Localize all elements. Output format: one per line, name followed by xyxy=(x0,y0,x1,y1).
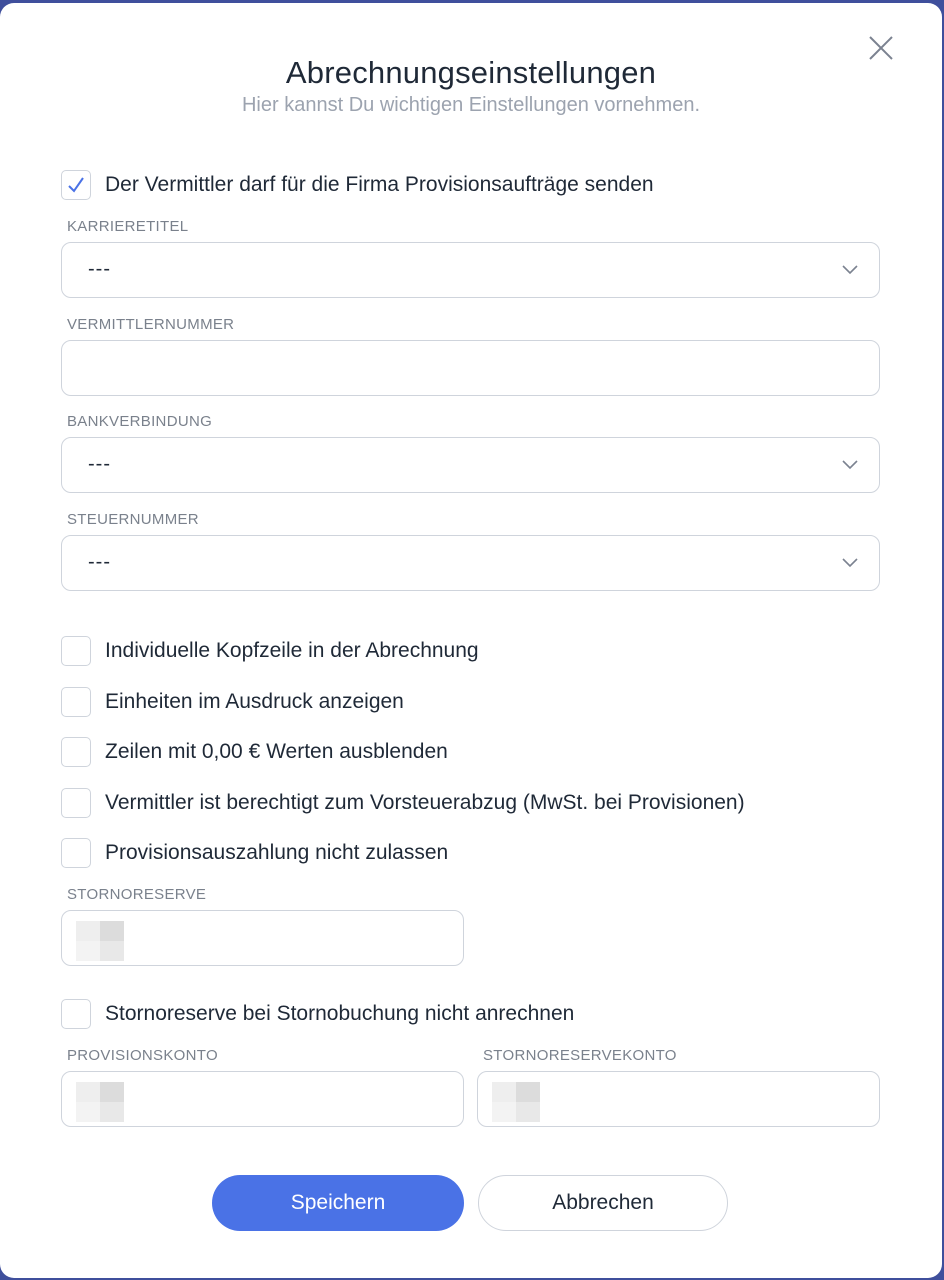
provisionskonto-label: PROVISIONSKONTO xyxy=(67,1047,218,1064)
vermittlernummer-input[interactable] xyxy=(61,340,880,396)
save-button[interactable]: Speichern xyxy=(212,1175,464,1231)
checkbox-individuelle-kopfzeile[interactable] xyxy=(61,636,479,666)
cancel-button[interactable]: Abbrechen xyxy=(478,1175,728,1231)
checkbox-nullwerte-ausblenden[interactable] xyxy=(61,737,448,767)
checkbox-box[interactable] xyxy=(61,170,91,200)
checkbox-label: Stornoreserve bei Stornobuchung nicht anrechnen xyxy=(105,1002,575,1025)
karrieretitel-select[interactable] xyxy=(61,242,880,298)
chevron-down-icon xyxy=(841,458,859,470)
checkbox-auszahlung-nicht-zulassen[interactable] xyxy=(61,838,448,868)
stornoreserve-label: STORNORESERVE xyxy=(67,886,207,903)
redacted-value xyxy=(492,1082,540,1122)
dialog-title: Abrechnungseinstellungen xyxy=(285,55,657,90)
select-value: --- xyxy=(88,258,111,280)
checkbox-box[interactable] xyxy=(61,838,91,868)
stornoreserve-input[interactable] xyxy=(61,910,464,966)
checkbox-box[interactable] xyxy=(61,687,91,717)
steuernummer-label: STEUERNUMMER xyxy=(67,511,199,528)
dialog-subtitle: Hier kannst Du wichtigen Einstellungen vornehmen. xyxy=(241,94,701,116)
checkbox-label: Der Vermittler darf für die Firma Provisionsaufträge senden xyxy=(105,173,654,196)
chevron-down-icon xyxy=(841,556,859,568)
checkbox-label: Vermittler ist berechtigt zum Vorsteuerabzug (MwSt. bei Provisionen) xyxy=(105,791,745,814)
provisionskonto-input[interactable] xyxy=(61,1071,464,1127)
bankverbindung-label: BANKVERBINDUNG xyxy=(67,413,213,430)
stornoreservekonto-input[interactable] xyxy=(477,1071,880,1127)
checkbox-box[interactable] xyxy=(61,636,91,666)
checkbox-label: Individuelle Kopfzeile in der Abrechnung xyxy=(105,639,479,662)
checkbox-vorsteuerabzug[interactable] xyxy=(61,788,745,818)
checkbox-label: Einheiten im Ausdruck anzeigen xyxy=(105,690,404,713)
settings-dialog xyxy=(0,3,942,1278)
checkbox-send-orders[interactable] xyxy=(61,170,654,200)
stornoreservekonto-label: STORNORESERVEKONTO xyxy=(483,1047,677,1064)
checkbox-label: Provisionsauszahlung nicht zulassen xyxy=(105,841,449,864)
checkmark-icon xyxy=(66,175,86,195)
redacted-value xyxy=(76,921,124,961)
select-value: --- xyxy=(88,453,111,475)
bankverbindung-select[interactable] xyxy=(61,437,880,493)
steuernummer-select[interactable] xyxy=(61,535,880,591)
checkbox-box[interactable] xyxy=(61,737,91,767)
chevron-down-icon xyxy=(841,263,859,275)
redacted-value xyxy=(76,1082,124,1122)
checkbox-box[interactable] xyxy=(61,788,91,818)
checkbox-stornoreserve-nicht-anrechnen[interactable] xyxy=(61,999,574,1029)
select-value: --- xyxy=(88,551,111,573)
checkbox-box[interactable] xyxy=(61,999,91,1029)
checkbox-einheiten-anzeigen[interactable] xyxy=(61,687,404,717)
vermittlernummer-label: VERMITTLERNUMMER xyxy=(67,316,235,333)
karrieretitel-label: KARRIERETITEL xyxy=(67,218,189,235)
checkbox-label: Zeilen mit 0,00 € Werten ausblenden xyxy=(105,740,448,763)
